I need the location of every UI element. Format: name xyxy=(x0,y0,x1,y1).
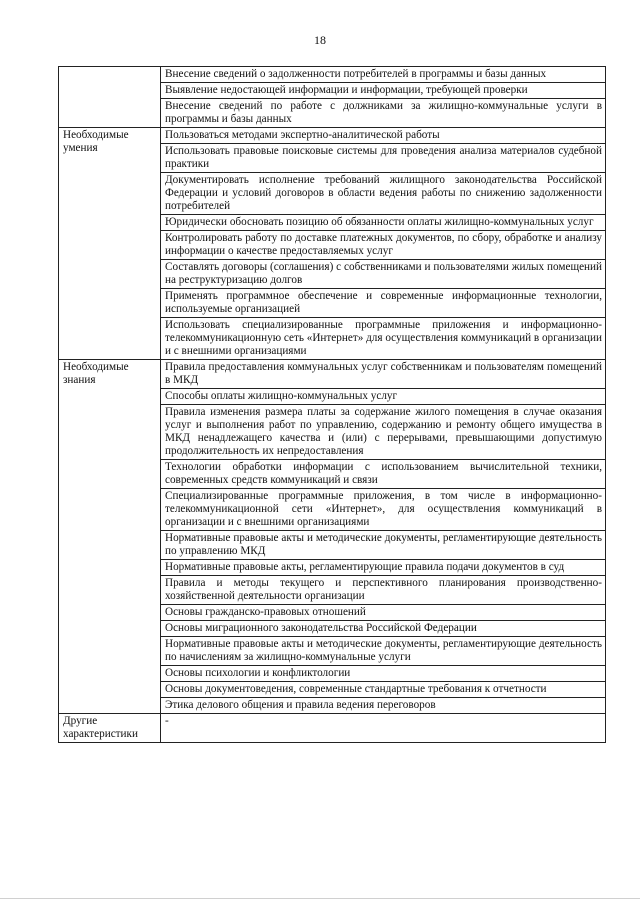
table-cell: Правила и методы текущего и перспективного планирования производственно-хозяйственной деятельности организации xyxy=(161,576,606,605)
row-heading: Необходимые умения xyxy=(59,128,161,360)
row-heading: Другие характеристики xyxy=(59,714,161,743)
table-cell: Юридически обосновать позицию об обязанности оплаты жилищно-коммунальных услуг xyxy=(161,215,606,231)
table-row xyxy=(59,360,606,389)
table-cell: Этика делового общения и правила ведения переговоров xyxy=(161,698,606,714)
page-number: 18 xyxy=(314,33,326,47)
table-cell: Контролировать работу по доставке платежных документов, по сбору, обработке и анализу информации о качестве предоставляемых услуг xyxy=(161,231,606,260)
table-cell: Составлять договоры (соглашения) с собственниками и пользователями жилых помещений на реструктуризацию долгов xyxy=(161,260,606,289)
table-cell: Использовать правовые поисковые системы для проведения анализа материалов судебной практики xyxy=(161,144,606,173)
table-row xyxy=(59,67,606,83)
table-cell: - xyxy=(161,714,606,743)
table-row xyxy=(59,128,606,144)
table-cell: Нормативные правовые акты, регламентирующие правила подачи документов в суд xyxy=(161,560,606,576)
table-cell: Основы миграционного законодательства Российской Федерации xyxy=(161,621,606,637)
table-cell: Основы документоведения, современные стандартные требования к отчетности xyxy=(161,682,606,698)
row-heading: Необходимые знания xyxy=(59,360,161,714)
table-cell: Нормативные правовые акты и методические документы, регламентирующие деятельность по управлению МКД xyxy=(161,531,606,560)
table-cell: Способы оплаты жилищно-коммунальных услуг xyxy=(161,389,606,405)
table-cell: Применять программное обеспечение и современные информационные технологии, используемые организацией xyxy=(161,289,606,318)
table-cell: Технологии обработки информации с использованием вычислительной техники, современных средств коммуникаций и связи xyxy=(161,460,606,489)
table-cell: Внесение сведений по работе с должниками за жилищно-коммунальные услуги в программы и базы данных xyxy=(161,99,606,128)
table-cell: Основы гражданско-правовых отношений xyxy=(161,605,606,621)
row-heading xyxy=(59,67,161,128)
table-cell: Специализированные программные приложения, в том числе в информационно-телекоммуникационной сети «Интернет», для осуществления коммуникаций в организации и с внешними организациями xyxy=(161,489,606,531)
table-cell: Внесение сведений о задолженности потребителей в программы и базы данных xyxy=(161,67,606,83)
table-cell: Правила предоставления коммунальных услуг собственникам и пользователям помещений в МКД xyxy=(161,360,606,389)
scan-edge-line xyxy=(0,898,640,899)
table-cell: Выявление недостающей информации и информации, требующей проверки xyxy=(161,83,606,99)
table-cell: Правила изменения размера платы за содержание жилого помещения в случае оказания услуг и выполнения работ по управлению, содержанию и ремонту общего имущества в МКД ненадлежащего качества и (или) с перерывами, превышающими допустимую продолжительность их непредоставления xyxy=(161,405,606,460)
table-cell: Использовать специализированные программные приложения и информационно-телекоммуникационную сеть «Интернет» для осуществления коммуникаций в организации и с внешними организациями xyxy=(161,318,606,360)
table-cell: Основы психологии и конфликтологии xyxy=(161,666,606,682)
table-cell: Пользоваться методами экспертно-аналитической работы xyxy=(161,128,606,144)
table-row xyxy=(59,714,606,743)
qualification-table-body xyxy=(59,67,606,743)
table-cell: Нормативные правовые акты и методические документы, регламентирующие деятельность по начислениям за жилищно-коммунальные услуги xyxy=(161,637,606,666)
table-cell: Документировать исполнение требований жилищного законодательства Российской Федерации и условий договоров в области ведения работы по снижению задолженности потребителей xyxy=(161,173,606,215)
qualification-table xyxy=(58,66,606,743)
